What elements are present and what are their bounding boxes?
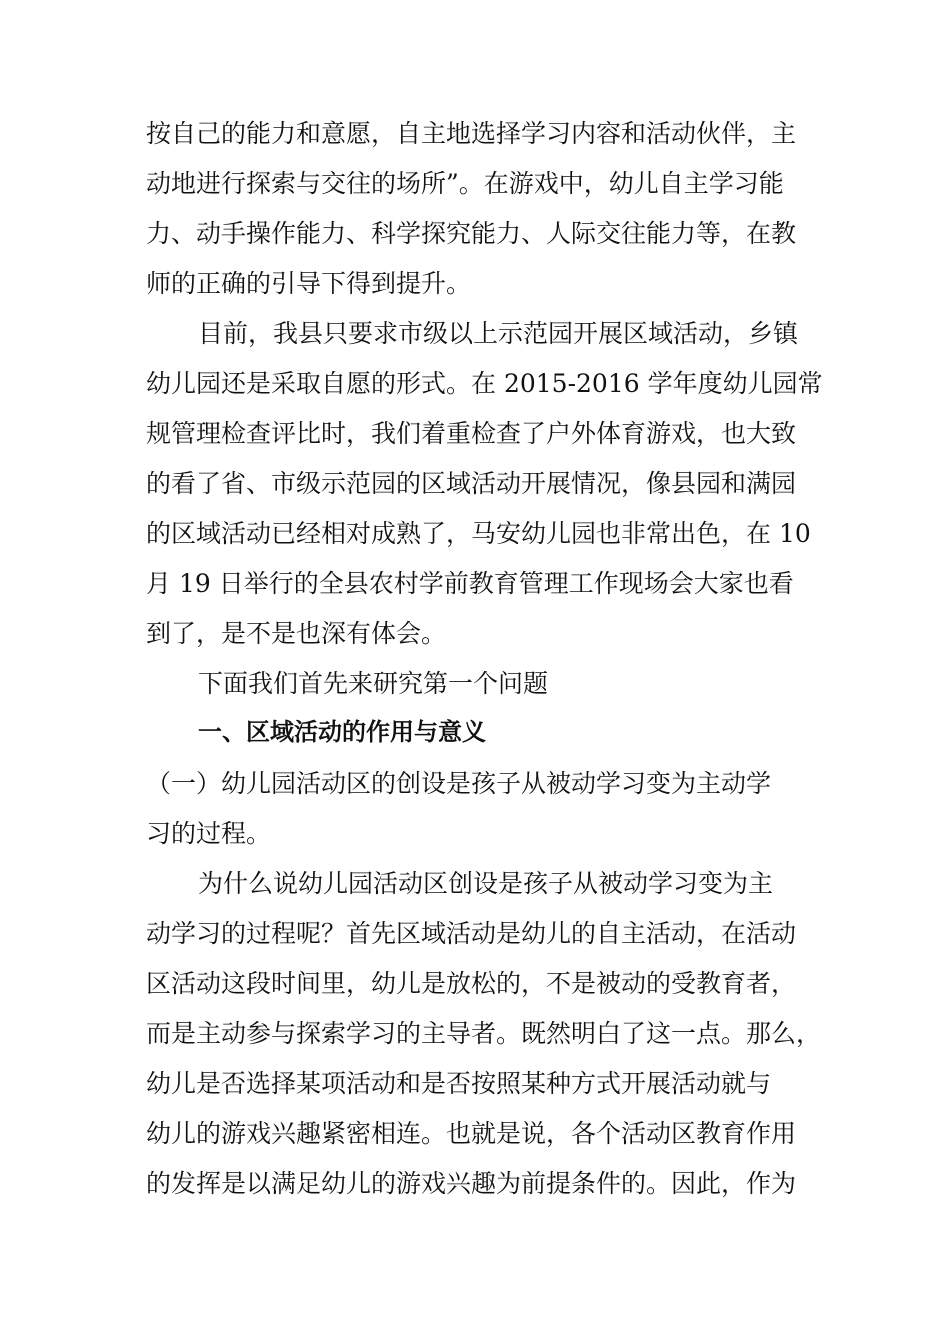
text-line: 师的正确的引导下得到提升。 bbox=[146, 269, 472, 298]
text-line: 月 19 日举行的全县农村学前教育管理工作现场会大家也看 bbox=[146, 569, 794, 598]
text-line: 区活动这段时间里，幼儿是放松的，不是被动的受教育者， bbox=[146, 969, 797, 998]
text-line: 而是主动参与探索学习的主导者。既然明白了这一点。那么， bbox=[146, 1019, 822, 1048]
subsection-heading: 习的过程。 bbox=[146, 819, 272, 848]
text-line: 的区域活动已经相对成熟了，马安幼儿园也非常出色，在 10 bbox=[146, 519, 811, 548]
text-line: 力、动手操作能力、科学探究能力、人际交往能力等，在教 bbox=[146, 219, 797, 248]
text-line: 为什么说幼儿园活动区创设是孩子从被动学习变为主 bbox=[198, 869, 774, 898]
text-line: 幼儿是否选择某项活动和是否按照某种方式开展活动就与 bbox=[146, 1069, 772, 1098]
text-line: 目前，我县只要求市级以上示范园开展区域活动，乡镇 bbox=[198, 319, 799, 348]
text-line: 幼儿的游戏兴趣紧密相连。也就是说，各个活动区教育作用 bbox=[146, 1119, 797, 1148]
section-heading: 一、区域活动的作用与意义 bbox=[198, 718, 486, 746]
text-line: 规管理检查评比时，我们着重检查了户外体育游戏，也大致 bbox=[146, 419, 797, 448]
text-line: 的看了省、市级示范园的区域活动开展情况，像县园和满园 bbox=[146, 469, 797, 498]
text-line: 的发挥是以满足幼儿的游戏兴趣为前提条件的。因此，作为 bbox=[146, 1169, 797, 1198]
text-line: 动学习的过程呢？首先区域活动是幼儿的自主活动，在活动 bbox=[146, 919, 797, 948]
text-line: 到了，是不是也深有体会。 bbox=[146, 619, 447, 648]
text-line: 按自己的能力和意愿，自主地选择学习内容和活动伙伴，主 bbox=[146, 119, 797, 148]
text-line: 幼儿园还是采取自愿的形式。在 2015-2016 学年度幼儿园常 bbox=[146, 369, 823, 398]
text-line: 动地进行探索与交往的场所”。在游戏中，幼儿自主学习能 bbox=[146, 169, 784, 198]
subsection-heading: （一）幼儿园活动区的创设是孩子从被动学习变为主动学 bbox=[146, 769, 772, 798]
text-line: 下面我们首先来研究第一个问题 bbox=[198, 669, 549, 698]
